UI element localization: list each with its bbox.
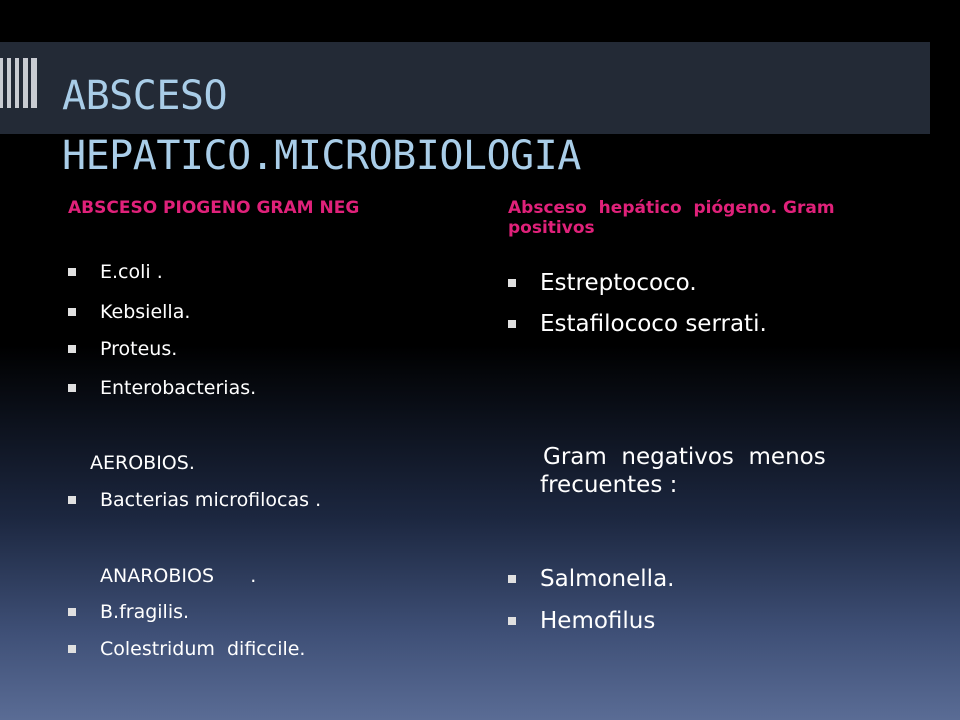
left-column-heading: ABSCESO PIOGENO GRAM NEG	[68, 198, 360, 218]
bullet-icon	[68, 308, 76, 316]
title-decoration-icon	[0, 58, 42, 108]
list-item: Hemofilus	[540, 608, 656, 634]
right-column-heading: Absceso hepático piógeno. Gram positivos	[508, 198, 841, 238]
bullet-icon	[68, 496, 76, 504]
slide-title	[62, 66, 581, 186]
list-item: Estafilococo serrati.	[540, 311, 767, 337]
list-item: Salmonella.	[540, 566, 675, 592]
bullet-icon	[68, 608, 76, 616]
list-item: Kebsiella.	[100, 301, 191, 323]
bullet-icon	[68, 645, 76, 653]
bullet-icon	[68, 345, 76, 353]
anaerobios-label: ANAROBIOS .	[100, 565, 257, 587]
list-item: B.fragilis.	[100, 601, 190, 623]
bullet-icon	[508, 617, 516, 625]
list-item: Enterobacterias.	[100, 377, 257, 399]
bullet-icon	[508, 575, 516, 583]
list-item: Estreptococo.	[540, 270, 697, 296]
bullet-icon	[508, 320, 516, 328]
gram-negative-note: Gram negativos menos frecuentes :	[540, 444, 834, 498]
bullet-icon	[68, 384, 76, 392]
slide-title-line-1: ABSCESO	[62, 73, 228, 119]
list-item: Bacterias microfilocas .	[100, 489, 322, 511]
list-item: E.coli .	[100, 261, 163, 283]
bullet-icon	[68, 268, 76, 276]
slide-title-line-2: HEPATICO.MICROBIOLOGIA	[62, 133, 581, 179]
aerobios-label: AEROBIOS.	[90, 452, 195, 474]
bullet-icon	[508, 279, 516, 287]
list-item: Colestridum dificcile.	[100, 638, 306, 660]
list-item: Proteus.	[100, 338, 178, 360]
